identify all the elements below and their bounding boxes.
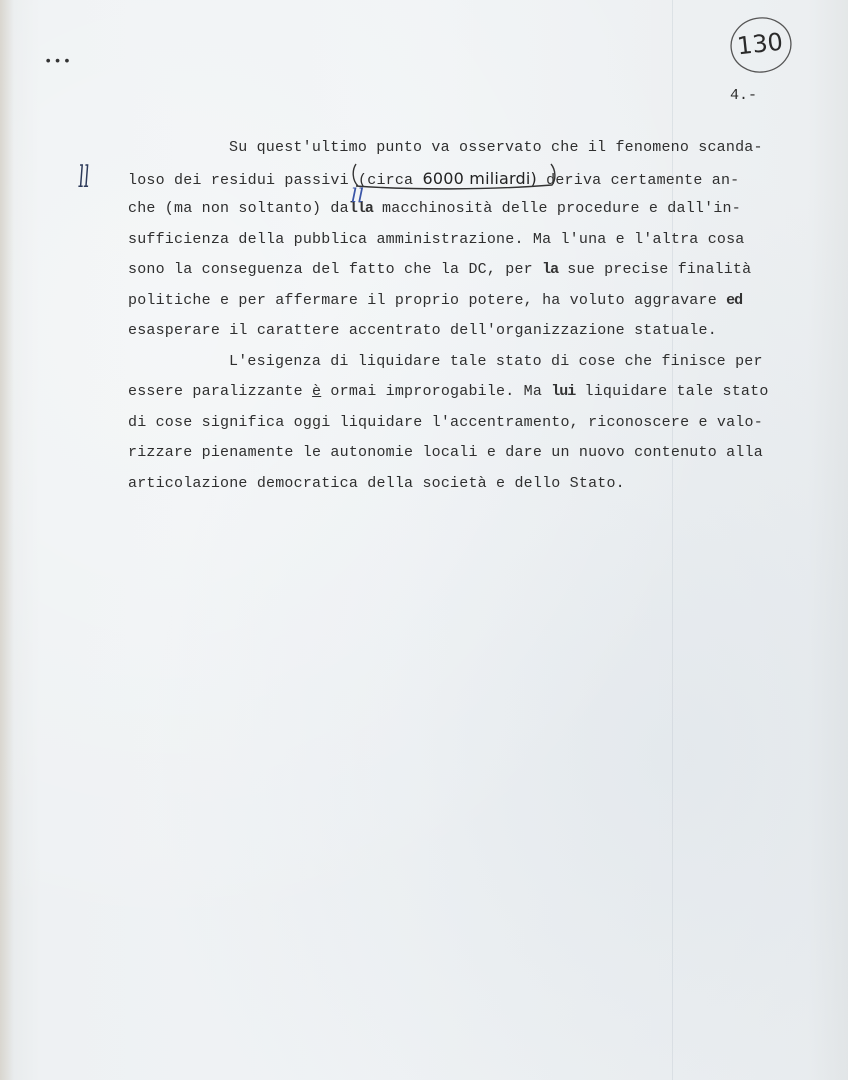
text-span: liquidare tale stato <box>575 383 769 400</box>
archive-number-text: 130 <box>735 27 785 61</box>
para1-line7: esasperare il carattere accentrato dell'organizzazione statuale. <box>128 322 717 339</box>
text-span: sue precise finalità <box>558 261 752 278</box>
corner-mark: ••• <box>44 54 73 70</box>
typed-body <box>128 133 828 499</box>
circled-amount <box>358 164 537 197</box>
text-span: politiche e per affermare il proprio potere, ha voluto aggravare <box>128 291 727 309</box>
text-span: sono la conseguenza del fatto che la DC, per <box>128 261 543 278</box>
handwritten-digit: 6 <box>422 168 433 188</box>
para1-line1: Su quest'ultimo punto va osservato che il fenomeno scanda- <box>229 139 763 156</box>
handwritten-insert: ll <box>350 183 365 207</box>
para1-line5 <box>128 255 828 286</box>
para1-line3 <box>128 183 828 225</box>
text-span: macchinosità delle procedure e dall'in- <box>372 200 741 217</box>
hand-circle-icon <box>350 160 560 190</box>
correction <box>348 183 373 225</box>
paper-edge-shadow <box>0 0 14 1080</box>
para2-line5: articolazione democratica della società e dello Stato. <box>128 474 625 492</box>
struck-text: ed <box>726 291 743 309</box>
page-sequence-number: 4.- <box>730 87 758 104</box>
circled-text-open: (circa <box>358 171 423 189</box>
text-span: essere paralizzante <box>128 383 313 400</box>
archive-page-number <box>728 14 794 76</box>
para2-line4: rizzare pienamente le autonomie locali e dare un nuovo contenuto alla <box>128 444 763 461</box>
para2-line2 <box>128 377 828 408</box>
text-span: deriva certamente an- <box>536 171 740 189</box>
struck-text: lui <box>551 383 576 400</box>
para2-line1: L'esigenza di liquidare tale stato di cose che finisce per <box>229 352 763 370</box>
text-span: che (ma non soltanto) da <box>128 200 349 217</box>
text-span: loso dei residui passivi <box>128 171 359 189</box>
para1-line2 <box>128 164 828 195</box>
para1-line4: sufficienza della pubblica amministrazione. Ma l'una e l'altra cosa <box>128 230 745 248</box>
struck-text: la <box>542 261 559 278</box>
text-span: ormai improrogabile. Ma <box>321 383 552 400</box>
underlined-text: è <box>312 383 322 400</box>
margin-handwritten-mark: ll <box>77 160 91 195</box>
struck-text: lla <box>348 200 373 217</box>
handwritten-text: 000 miliardi) <box>432 168 537 188</box>
para1-line6 <box>128 286 828 317</box>
para2-line3: di cose significa oggi liquidare l'accentramento, riconoscere e valo- <box>128 413 763 431</box>
